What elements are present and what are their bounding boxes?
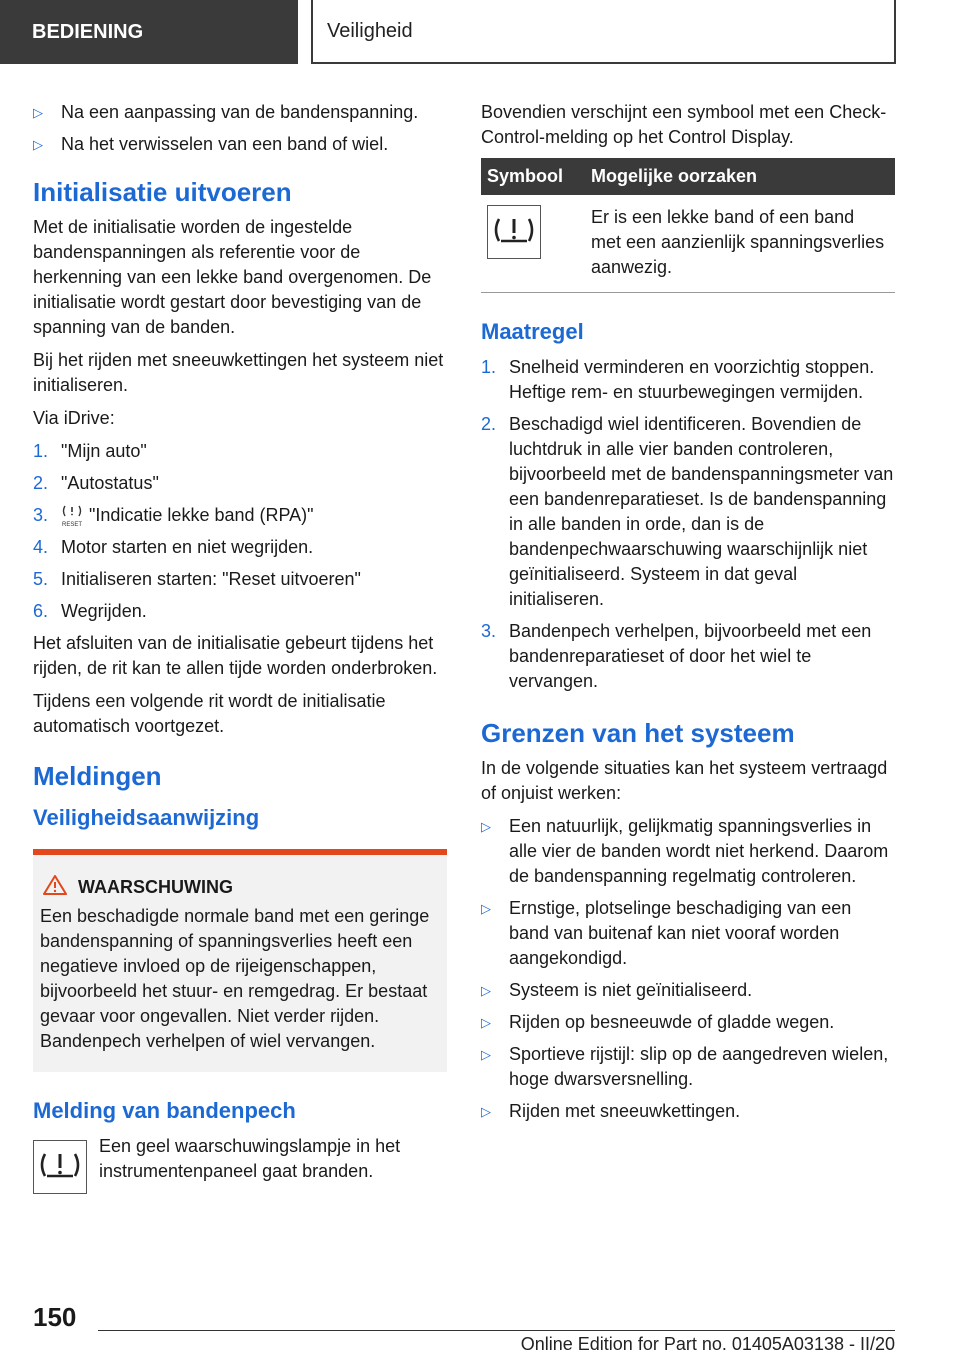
footer-rule — [98, 1330, 895, 1331]
table-header-symbol: Symbool — [481, 158, 585, 195]
list-item: 4. Motor starten en niet wegrijden. — [33, 537, 314, 558]
list-item: ▷ Sportieve rijstijl: slip op de aangedreven wielen, hoge dwarsversnelling. — [481, 1044, 889, 1089]
triangle-bullet-icon: ▷ — [481, 1047, 491, 1062]
maatregel-list — [481, 355, 895, 694]
triangle-bullet-icon: ▷ — [481, 901, 491, 916]
pech-notice — [33, 1134, 447, 1184]
list-item: ▷ Na een aanpassing van de bandenspanning. — [33, 100, 447, 125]
triangle-bullet-icon: ▷ — [33, 137, 43, 152]
grenzen-list — [481, 814, 895, 1124]
table-header-causes: Mogelijke oorzaken — [585, 158, 895, 195]
tire-pressure-warning-icon — [33, 1140, 87, 1194]
triangle-bullet-icon: ▷ — [33, 105, 43, 120]
chapter-tab: Veiligheid — [311, 0, 896, 64]
init-steps — [33, 439, 447, 624]
snow-chain-paragraph: Bij het rijden met sneeuwkettingen het systeem niet initialiseren. — [33, 350, 444, 395]
edition-text: Online Edition for Part no. 01405A03138 - II/20 — [520, 1334, 895, 1354]
table-cell-cause: Er is een lekke band of een band met een aanzienlijk spanningsverlies aanwezig. — [585, 195, 895, 293]
init-paragraph: Met de initialisatie worden de ingestelde bandenspanningen als referentie voor de herkenning van een lekke band overgenomen. De initialisatie wordt gestart door bevestiging van de spanning van de banden. — [33, 217, 432, 337]
continue-paragraph: Tijdens een volgende rit wordt de initialisatie automatisch voortgezet. — [33, 691, 386, 737]
list-item: 6. Wegrijden. — [33, 601, 147, 622]
warning-triangle-icon — [42, 874, 68, 896]
symbol-table — [481, 158, 895, 293]
list-item: ▷ Rijden met sneeuwkettingen. — [481, 1099, 895, 1124]
table-row — [481, 195, 895, 293]
warning-text: Een beschadigde normale band met een geringe bandenspanning of spanningsverlies heeft een negatieve invloed op de rijeigenschappen, bijvoorbeeld het stuur- en remgedrag. Er bestaat gevaar voor ongevallen. Niet verder rijden. Bandenpech verhelpen of wiel vervangen. — [40, 906, 430, 1052]
list-item: ▷ Rijden op besneeuwde of gladde wegen. — [481, 1010, 895, 1035]
left-column — [33, 100, 447, 1192]
maatregel-heading: Maatregel — [481, 319, 584, 344]
list-item: 3. Bandenpech verhelpen, bijvoorbeeld met een bandenreparatieset of door het wiel te vervangen. — [481, 621, 872, 691]
safety-heading: Veiligheidsaanwijzing — [33, 805, 260, 831]
via-idrive: Via iDrive: — [33, 408, 115, 428]
list-item: 1. Snelheid verminderen en voorzichtig stoppen. Heftige rem- en stuurbewegingen vermijden. — [481, 357, 875, 402]
list-item: ▷ Ernstige, plotselinge beschadiging van een band van buitenaf kan niet vooraf worden aangekondigd. — [481, 898, 852, 968]
top-bullet-list — [33, 100, 447, 157]
grenzen-intro: In de volgende situaties kan het systeem vertraagd of onjuist werken: — [481, 758, 888, 803]
list-item: ▷ Een natuurlijk, gelijkmatig spanningsverlies in alle vier de banden wordt niet herkend. Daarom de bandenspanning regelmatig controleren. — [481, 816, 889, 886]
list-item: ▷ Systeem is niet geïnitialiseerd. — [481, 978, 895, 1003]
svg-text:RESET: RESET — [61, 522, 83, 529]
meldingen-heading: Meldingen — [33, 761, 162, 792]
list-item: 5. Initialiseren starten: "Reset uitvoeren" — [33, 569, 361, 590]
triangle-bullet-icon: ▷ — [481, 1015, 491, 1030]
triangle-bullet-icon: ▷ — [481, 1104, 491, 1119]
list-item: 1. "Mijn auto" — [33, 441, 147, 461]
section-tab: BEDIENING — [0, 0, 298, 64]
intro-paragraph: Bovendien verschijnt een symbool met een Check-Control-melding op het Control Display. — [481, 102, 887, 147]
tire-pressure-warning-icon — [487, 205, 541, 259]
list-item: 2. "Autostatus" — [33, 473, 159, 493]
pech-heading: Melding van bandenpech — [33, 1098, 296, 1124]
right-column — [481, 100, 895, 1131]
init-heading: Initialisatie uitvoeren — [33, 177, 292, 207]
warning-label: WAARSCHUWING — [78, 877, 233, 898]
list-item: 3. RESET "Indicatie lekke band (RPA)" — [33, 505, 314, 529]
tire-reset-icon — [59, 504, 85, 528]
grenzen-heading: Grenzen van het systeem — [481, 718, 795, 748]
list-item: ▷ Na het verwisselen van een band of wiel. — [33, 132, 447, 157]
list-item: 2. Beschadigd wiel identificeren. Bovendien de luchtdruk in alle vier banden controleren, bijvoorbeeld met de bandenspanningsmeter van een bandenreparatieset. Is de bandenspanning in alle banden in orde, dan is de bandenpechwaarschuwing waarschijnlijk niet geïnitialiseerd. Systeem in dat geval initialiseren. — [481, 414, 894, 609]
triangle-bullet-icon: ▷ — [481, 983, 491, 998]
triangle-bullet-icon: ▷ — [481, 819, 491, 834]
warning-box — [33, 849, 447, 1072]
pech-text: Een geel waarschuwingslampje in het instrumentenpaneel gaat branden. — [99, 1136, 401, 1182]
completion-paragraph: Het afsluiten van de initialisatie gebeurt tijdens het rijden, de rit kan te allen tijde worden onderbroken. — [33, 633, 438, 679]
page-number: 150 — [33, 1302, 77, 1332]
